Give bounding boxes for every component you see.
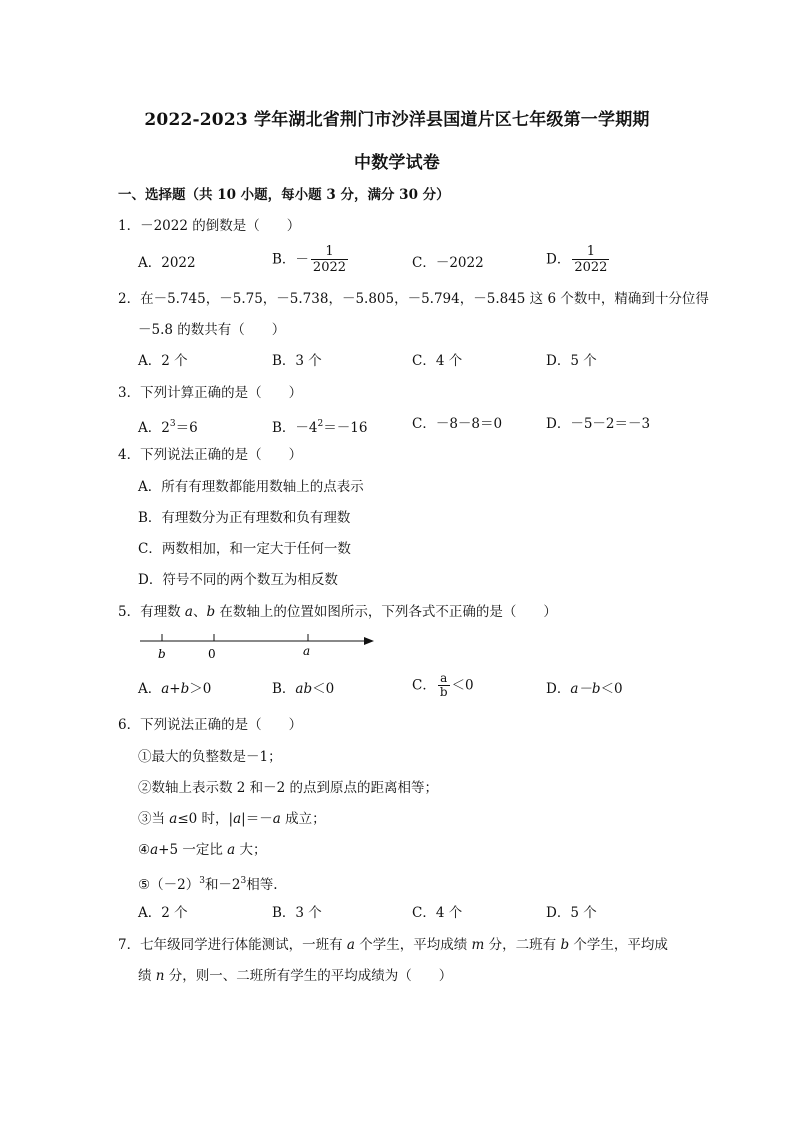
exam-title-line2: 中数学试卷	[354, 153, 440, 173]
q5-stem-post: 在数轴上的位置如图所示，下列各式不正确的是（ ）	[215, 604, 557, 620]
q6-statement-3	[138, 810, 326, 828]
q6-s5-exp2: 3	[240, 876, 247, 886]
q5-option-c	[412, 672, 474, 699]
q6-stem: 6．下列说法正确的是（ ）	[118, 717, 303, 733]
q3-b-base: B．－4	[272, 420, 318, 436]
q2-option-c: C．4 个	[412, 353, 463, 369]
q1-option-b	[272, 244, 350, 275]
q6-option-a: A．2 个	[138, 905, 188, 921]
q4-option-d: D．符号不同的两个数互为相反数	[138, 572, 338, 588]
q5-d-expr: a－b	[570, 681, 601, 697]
q6-option-c: C．4 个	[412, 905, 463, 921]
q2-stem-line1: 2．在－5.745，－5.75，－5.738，－5.805，－5.794，－5.845 这 6 个数中，精确到十分位得	[118, 291, 709, 307]
q1-option-c: C．－2022	[412, 255, 484, 271]
q1-option-d-prefix: D．	[546, 251, 571, 268]
q3-a-base: A．2	[138, 420, 170, 436]
q5-c-numerator: a	[440, 671, 448, 685]
q2-option-d: D．5 个	[546, 353, 597, 369]
q3-b-result: ＝－16	[323, 420, 368, 436]
q6-statement-5	[138, 872, 278, 894]
q3-stem: 3．下列计算正确的是（ ）	[118, 385, 303, 401]
q2-stem-line2: －5.8 的数共有（ ）	[138, 322, 286, 338]
q1-option-b-fraction	[311, 244, 348, 275]
q5-option-b	[272, 680, 334, 698]
q5-c-fraction	[438, 672, 450, 699]
q6-s3-mid: ≤0 时，|	[177, 811, 234, 827]
q3-option-a	[138, 415, 198, 437]
q6-s3-a2: a	[233, 811, 242, 827]
label-0: 0	[208, 647, 216, 661]
q7-l1-mid2: 分，二班有	[484, 937, 561, 953]
label-a: a	[303, 644, 311, 658]
q6-s4-post: 大；	[235, 842, 267, 858]
number-line-arrow	[364, 637, 374, 645]
q1-option-d	[546, 244, 611, 275]
q1-option-d-fraction	[572, 244, 609, 275]
q4-stem: 4．下列说法正确的是（ ）	[118, 447, 303, 463]
q5-b-rel: ＜0	[312, 681, 335, 697]
q6-s5-post: 相等.	[246, 877, 278, 893]
q6-s3-mid2: |＝－	[241, 811, 273, 827]
q7-l1-pre: 7．七年级同学进行体能测试，一班有	[118, 937, 347, 953]
number-line-figure	[138, 628, 378, 662]
q6-s4-mid: +5 一定比	[158, 842, 228, 858]
q1-option-a: A．2022	[138, 255, 196, 271]
q4-option-a: A．所有有理数都能用数轴上的点表示	[138, 479, 364, 495]
q7-var-n: n	[155, 968, 165, 984]
q5-b-expr: ab	[295, 681, 313, 697]
q3-option-c: C．－8－8＝0	[412, 416, 503, 432]
q7-stem-line1	[118, 936, 668, 954]
q1-stem: 1．－2022 的倒数是（ ）	[118, 218, 301, 234]
q7-l2-post: 分，则一、二班所有学生的平均成绩为（ ）	[164, 968, 453, 984]
q6-option-d: D．5 个	[546, 905, 597, 921]
q6-statement-2: ②数轴上表示数 2 和－2 的点到原点的距离相等；	[138, 780, 439, 796]
q5-var-a: a	[184, 604, 193, 620]
q1-b-denominator: 2022	[312, 260, 347, 275]
q6-s3-a: a	[169, 811, 178, 827]
q3-option-b	[272, 415, 367, 437]
label-b: b	[158, 647, 166, 661]
q6-s5-exp1: 3	[199, 876, 205, 886]
q7-l1-post: 个学生，平均成	[569, 937, 668, 953]
q7-l1-mid: 个学生，平均成绩	[354, 937, 472, 953]
q5-d-rel: ＜0	[600, 681, 623, 697]
q6-s5-pre: ⑤（－2）	[138, 877, 200, 893]
q6-s4-a: a	[150, 842, 159, 858]
q5-option-d	[546, 680, 623, 698]
exam-title-line1: 2022-2023 学年湖北省荆门市沙洋县国道片区七年级第一学期期	[144, 110, 650, 130]
q5-c-prefix: C．	[412, 677, 436, 694]
q5-d-prefix: D．	[546, 681, 571, 697]
q5-var-b: b	[206, 604, 216, 620]
q1-b-numerator: 1	[325, 244, 334, 259]
q5-sep: 、	[192, 604, 207, 620]
q1-option-b-prefix: B．－	[272, 251, 309, 268]
q7-var-a: a	[346, 937, 355, 953]
q5-stem-pre: 5．有理数	[118, 604, 185, 620]
q6-option-b: B．3 个	[272, 905, 322, 921]
q6-statement-1: ①最大的负整数是－1；	[138, 749, 282, 765]
q2-option-b: B．3 个	[272, 353, 322, 369]
q6-s3-pre: ③当	[138, 811, 170, 827]
q7-stem-line2	[138, 967, 452, 985]
q7-var-b: b	[560, 937, 570, 953]
q5-c-denominator: b	[439, 685, 448, 699]
q4-option-b: B．有理数分为正有理数和负有理数	[138, 510, 351, 526]
q7-l2-pre: 绩	[138, 968, 156, 984]
q1-d-denominator: 2022	[574, 260, 608, 275]
q5-b-prefix: B．	[272, 681, 296, 697]
q3-option-d: D．－5－2＝－3	[546, 416, 651, 432]
q6-s3-a3: a	[272, 811, 281, 827]
q4-option-c: C．两数相加，和一定大于任何一数	[138, 541, 351, 557]
q5-stem	[118, 603, 557, 621]
q3-a-exponent: 3	[169, 419, 176, 429]
q5-option-a	[138, 680, 211, 698]
q5-a-expr: a+b	[161, 681, 190, 697]
q6-s4-pre: ④	[138, 842, 151, 858]
q2-option-a: A．2 个	[138, 353, 188, 369]
q3-a-result: ＝6	[175, 420, 198, 436]
q5-c-rel: ＜0	[451, 677, 474, 694]
q6-statement-4	[138, 841, 267, 859]
q3-b-exponent: 2	[317, 419, 324, 429]
q6-s4-a2: a	[227, 842, 236, 858]
q5-a-prefix: A．	[138, 681, 162, 697]
q7-var-m: m	[471, 937, 485, 953]
q6-s5-mid: 和－2	[204, 877, 241, 893]
q6-s3-post: 成立；	[280, 811, 326, 827]
section-heading: 一、选择题（共 10 小题，每小题 3 分，满分 30 分）	[118, 187, 450, 203]
q5-a-rel: ＞0	[189, 681, 212, 697]
q1-d-numerator: 1	[586, 244, 596, 259]
